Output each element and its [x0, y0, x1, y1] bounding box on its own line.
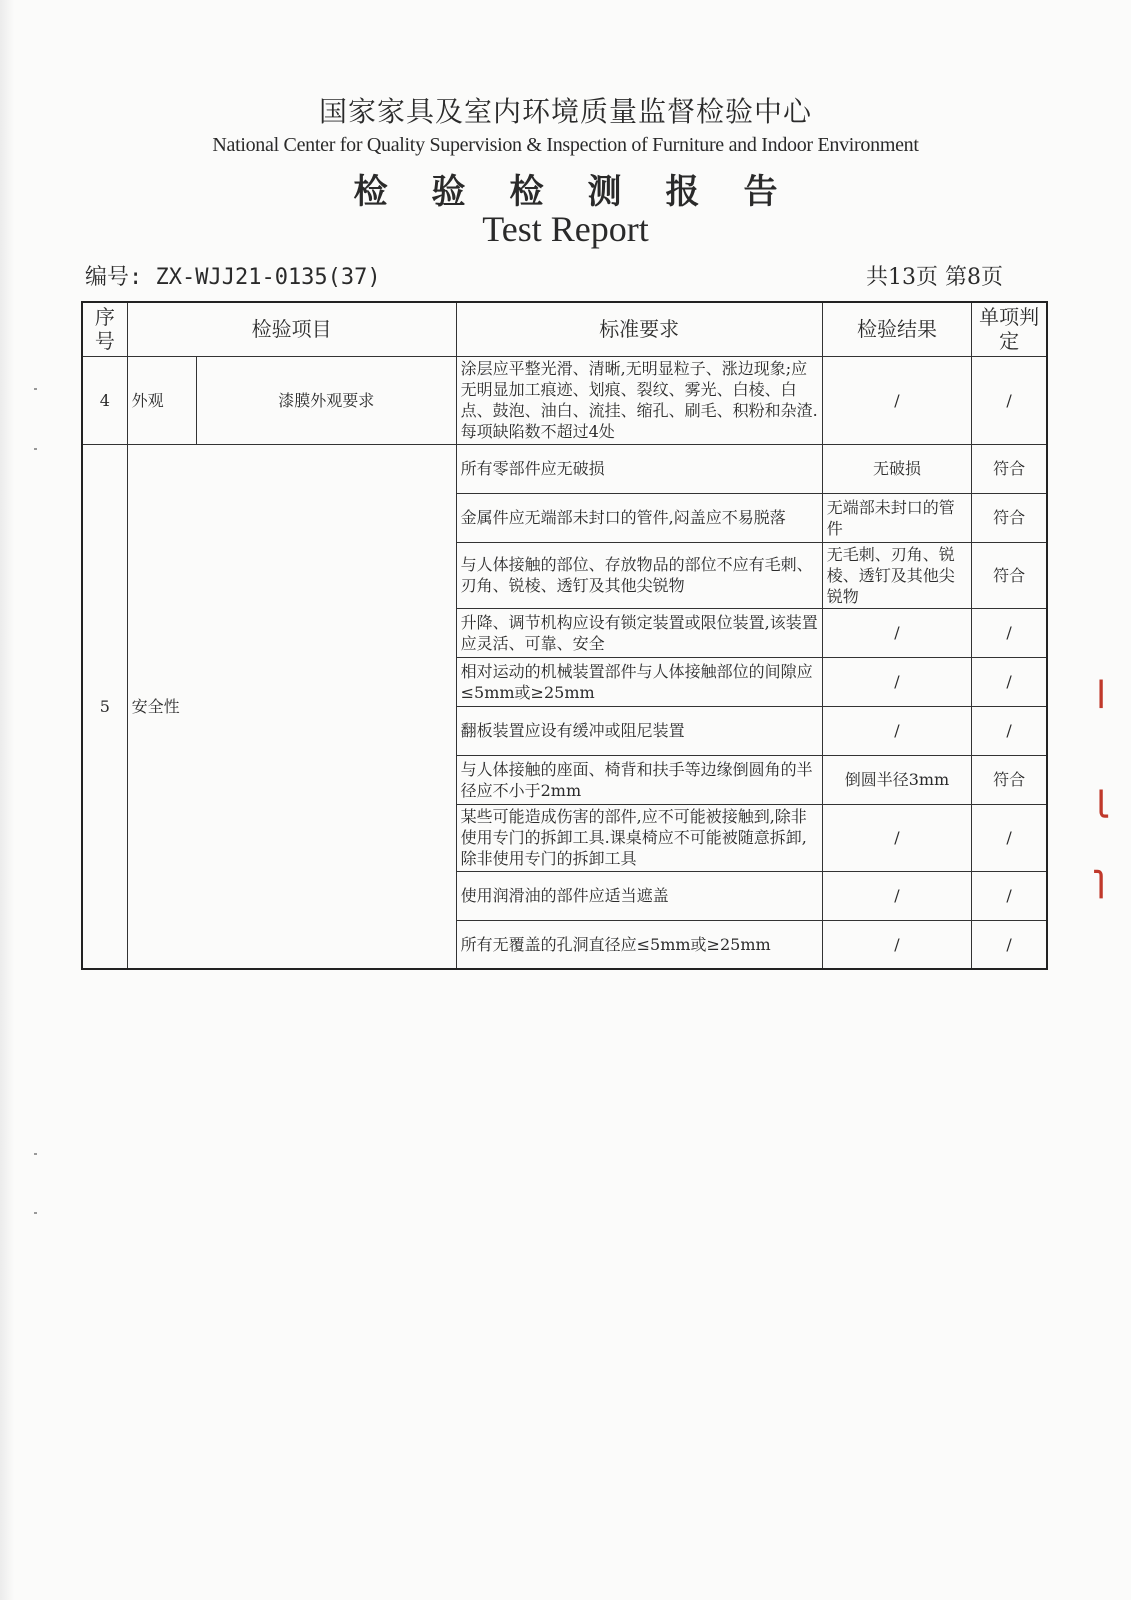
- header-judgement: 单项判定: [972, 302, 1047, 356]
- row-standard: 使用润滑油的部件应适当遮盖: [456, 871, 822, 920]
- row-result: /: [822, 871, 971, 920]
- organization-name-cn: 国家家具及室内环境质量监督检验中心: [318, 95, 812, 128]
- header-standard: 标准要求: [456, 302, 822, 356]
- row-judgement: /: [972, 920, 1047, 969]
- row-result: /: [822, 920, 971, 969]
- row-category: 安全性: [127, 444, 456, 969]
- row-standard: 所有无覆盖的孔洞直径应≤5mm或≥25mm: [456, 920, 822, 969]
- report-title-en: Test Report: [482, 209, 649, 249]
- row-result: /: [822, 706, 971, 755]
- seal-fragment-icon: ⎫: [1092, 870, 1110, 898]
- row-standard: 金属件应无端部未封口的管件,闷盖应不易脱落: [456, 493, 822, 542]
- row-seq: 4: [82, 356, 127, 444]
- report-title-cn: 检验检测报告: [353, 172, 822, 212]
- row-result: 无毛刺、刃角、锐棱、透钉及其他尖锐物: [822, 542, 971, 608]
- row-judgement: /: [972, 804, 1047, 871]
- table-row: [82, 356, 1047, 444]
- row-standard: 某些可能造成伤害的部件,应不可能被接触到,除非使用专门的拆卸工具.课桌椅应不可能被随意拆卸,除非使用专门的拆卸工具: [456, 804, 822, 871]
- table-header-row: [82, 302, 1047, 356]
- row-standard: 与人体接触的部位、存放物品的部位不应有毛刺、刃角、锐棱、透钉及其他尖锐物: [456, 542, 822, 608]
- header-result: 检验结果: [822, 302, 971, 356]
- row-judgement: /: [972, 871, 1047, 920]
- row-result: /: [822, 608, 971, 657]
- row-standard: 所有零部件应无破损: [456, 444, 822, 493]
- row-category: 外观: [127, 356, 196, 444]
- row-judgement: /: [972, 356, 1047, 444]
- row-result: 倒圆半径3mm: [822, 755, 971, 804]
- report-number: 编号: ZX-WJJ21-0135(37): [85, 265, 381, 290]
- row-standard: 升降、调节机构应设有锁定装置或限位装置,该装置应灵活、可靠、安全: [456, 608, 822, 657]
- inspection-table: [81, 301, 1048, 970]
- organization-name-en: National Center for Quality Supervision & Inspection of Furniture and Indoor Environment: [212, 134, 919, 156]
- row-judgement: 符合: [972, 493, 1047, 542]
- row-standard: 与人体接触的座面、椅背和扶手等边缘倒圆角的半径应不小于2mm: [456, 755, 822, 804]
- row-standard: 涂层应平整光滑、清晰,无明显粒子、涨边现象;应无明显加工痕迹、划痕、裂纹、雾光、白棱、白点、鼓泡、油白、流挂、缩孔、刷毛、积粉和杂渣.每项缺陷数不超过4处: [456, 356, 822, 444]
- row-result: /: [822, 804, 971, 871]
- row-result: /: [822, 657, 971, 706]
- table-row: [82, 444, 1047, 493]
- row-judgement: /: [972, 608, 1047, 657]
- row-seq: 5: [82, 444, 127, 969]
- row-result: 无端部未封口的管件: [822, 493, 971, 542]
- row-judgement: 符合: [972, 755, 1047, 804]
- header-seq: 序号: [82, 302, 127, 356]
- scan-speck: [34, 388, 37, 390]
- row-judgement: /: [972, 657, 1047, 706]
- row-judgement: /: [972, 706, 1047, 755]
- scan-speck: [34, 448, 37, 450]
- seal-fragment-icon: ⎩: [1092, 790, 1110, 818]
- row-subitem: 漆膜外观要求: [196, 356, 456, 444]
- page-info: 共13页 第8页: [866, 265, 1003, 290]
- row-result: 无破损: [822, 444, 971, 493]
- row-judgement: 符合: [972, 444, 1047, 493]
- scan-speck: [34, 1212, 37, 1214]
- scan-speck: [34, 1153, 37, 1155]
- row-result: /: [822, 356, 971, 444]
- seal-fragment-icon: ⎪: [1092, 680, 1110, 708]
- row-standard: 翻板装置应设有缓冲或阻尼装置: [456, 706, 822, 755]
- row-judgement: 符合: [972, 542, 1047, 608]
- header-item: 检验项目: [127, 302, 456, 356]
- row-standard: 相对运动的机械装置部件与人体接触部位的间隙应≤5mm或≥25mm: [456, 657, 822, 706]
